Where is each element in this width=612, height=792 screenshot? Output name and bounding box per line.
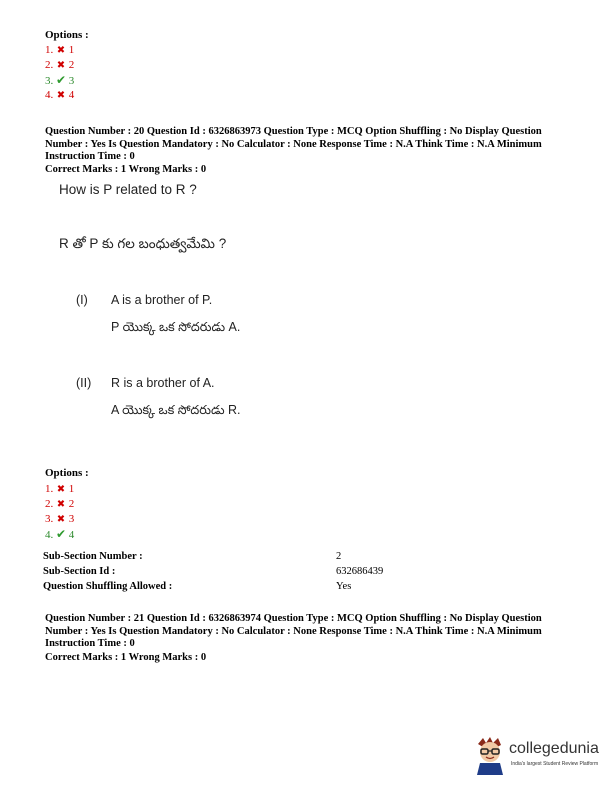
option-item [45,73,74,88]
question-marks: Correct Marks : 1 Wrong Marks : 0 [45,164,207,175]
options-list [45,43,74,103]
option-item [45,497,74,512]
option-value: 1 [68,483,75,495]
wrong-icon: ✖ [56,45,66,56]
statement-label: (II) [76,376,92,390]
question-shuffling-value: Yes [336,581,352,592]
option-value: 2 [68,59,75,71]
wrong-icon: ✖ [56,90,66,101]
question-header: Question Number : 21 Question Id : 6326863974 Question Type : MCQ Option Shuffling : No Display Question Number : Yes Is Question Mandatory : No Calculator : None Response Time : N.A Think Time : N.A Minimum Instruction Time : 0 [45,613,542,649]
check-icon: ✔ [56,73,67,87]
option-number: 2. [45,59,54,71]
subsection-id-label: Sub-Section Id : [43,566,116,577]
option-value: 4 [68,89,75,101]
option-item [45,58,74,73]
option-number: 4. [45,89,54,101]
statement-english: A is a brother of P. [111,293,213,307]
question-shuffling-label: Question Shuffling Allowed : [43,581,173,592]
logo-name: collegedunia [509,740,599,757]
option-item [45,512,74,527]
option-value: 4 [68,529,75,541]
wrong-icon: ✖ [56,60,66,71]
subsection-number-row [43,549,463,564]
subsection-id-row [43,564,463,579]
question-shuffling-row [43,579,463,594]
subsection-info [43,549,463,594]
option-number: 1. [45,483,54,495]
wrong-icon: ✖ [56,484,66,495]
option-number: 4. [45,529,54,541]
option-item [45,527,74,542]
option-value: 2 [68,498,75,510]
options-label: Options : [45,29,89,41]
wrong-icon: ✖ [56,514,66,525]
subsection-number-label: Sub-Section Number : [43,551,143,562]
question-text-english: How is P related to R ? [59,182,197,197]
option-item [45,88,74,103]
question-marks: Correct Marks : 1 Wrong Marks : 0 [45,652,207,663]
check-icon: ✔ [56,527,67,541]
statement-telugu: A యొక్క ఒక సోదరుడు R. [111,403,241,417]
question-header: Question Number : 20 Question Id : 6326863973 Question Type : MCQ Option Shuffling : No Display Question Number : Yes Is Question Mandatory : No Calculator : None Response Time : N.A Think Time : N.A Minimum Instruction Time : 0 [45,126,542,162]
option-item [45,482,74,497]
option-number: 1. [45,44,54,56]
wrong-icon: ✖ [56,499,66,510]
option-number: 3. [45,513,54,525]
statement-telugu: P యొక్క ఒక సోదరుడు A. [111,320,241,334]
options-label: Options : [45,467,89,479]
subsection-number-value: 2 [336,551,342,562]
mascot-icon [473,735,507,775]
option-number: 3. [45,75,54,87]
option-value: 1 [68,44,75,56]
statement-english: R is a brother of A. [111,376,215,390]
subsection-id-value: 632686439 [336,566,384,577]
option-item [45,43,74,58]
collegedunia-logo [473,733,605,777]
options-list [45,482,74,542]
option-value: 3 [68,513,75,525]
question-text-telugu: R తో P కు గల బంధుత్వమేమి ? [59,236,227,251]
option-number: 2. [45,498,54,510]
option-value: 3 [68,75,75,87]
logo-tagline: India's largest Student Review Platform [511,761,599,767]
statement-label: (I) [76,293,88,307]
